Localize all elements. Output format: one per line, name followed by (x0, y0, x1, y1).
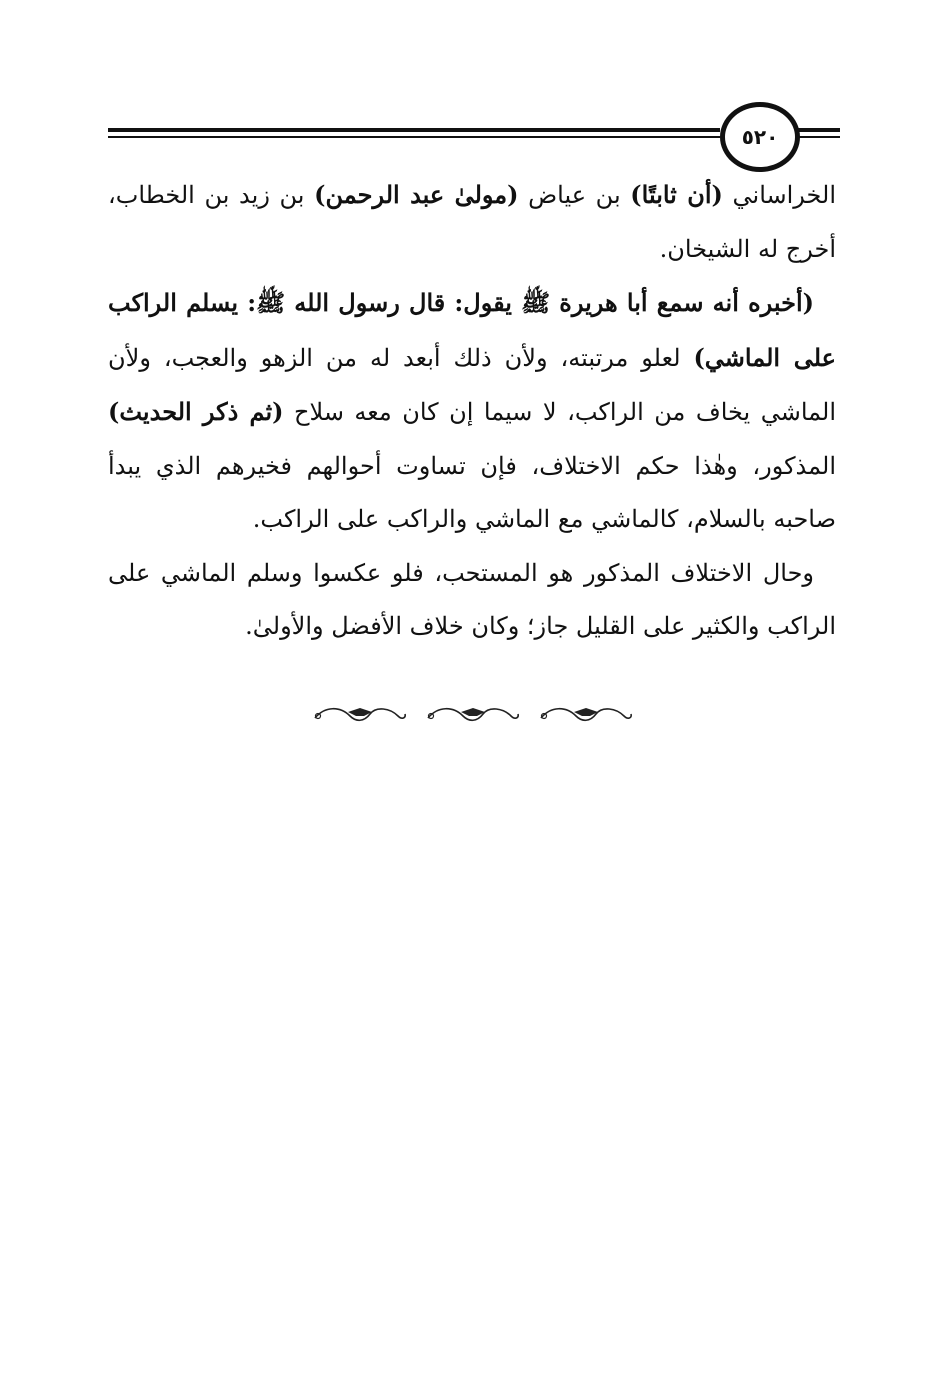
ornament-flourish-icon (423, 702, 523, 728)
body-text (108, 168, 836, 654)
header-rule-thin-right (798, 136, 840, 138)
bold-quote: (أخبره أنه سمع أبا هريرة ﷺ يقول: قال رسول الله ﷺ: يسلم الراكب على الماشي) (108, 288, 836, 372)
text-run: وحال الاختلاف المذكور هو المستحب، فلو عكسوا وسلم الماشي على الراكب والكثير على القليل جاز؛ وكان خلاف الأفضل والأولىٰ. (108, 558, 836, 640)
text-run: المذكور، وهٰذا حكم الاختلاف، فإن تساوت أحوالهم فخيرهم الذي يبدأ صاحبه بالسلام، كالماشي مع الماشي والراكب على الراكب. (108, 451, 836, 533)
bold-quote: (مولىٰ عبد الرحمن) (314, 180, 519, 209)
ornament-divider (310, 700, 636, 730)
page-number: ٥٢٠ (720, 102, 800, 172)
paragraph-2 (108, 276, 836, 547)
ornament-flourish-icon (310, 702, 410, 728)
text-run: الخراساني (722, 181, 837, 209)
header-rule-thin (108, 136, 720, 138)
text-run: بن زيد بن الخطاب، أخرج له الشيخان. (108, 181, 836, 263)
text-run: لعلو مرتبته، ولأن ذلك أبعد له من الزهو والعجب، ولأن الماشي يخاف من الراكب، لا سيما إن كان معه سلاح (108, 343, 837, 426)
header-rule-thick-right (798, 128, 840, 132)
text-run: بن عياض (518, 181, 631, 209)
header-rule-thick (108, 128, 720, 132)
page-header (108, 102, 840, 164)
paragraph-3 (108, 547, 836, 654)
bold-quote: (ثم ذكر الحديث) (108, 397, 284, 426)
bold-quote: (أن ثابتًا) (630, 180, 723, 209)
ornament-flourish-icon (536, 702, 636, 728)
paragraph-1 (108, 168, 836, 276)
